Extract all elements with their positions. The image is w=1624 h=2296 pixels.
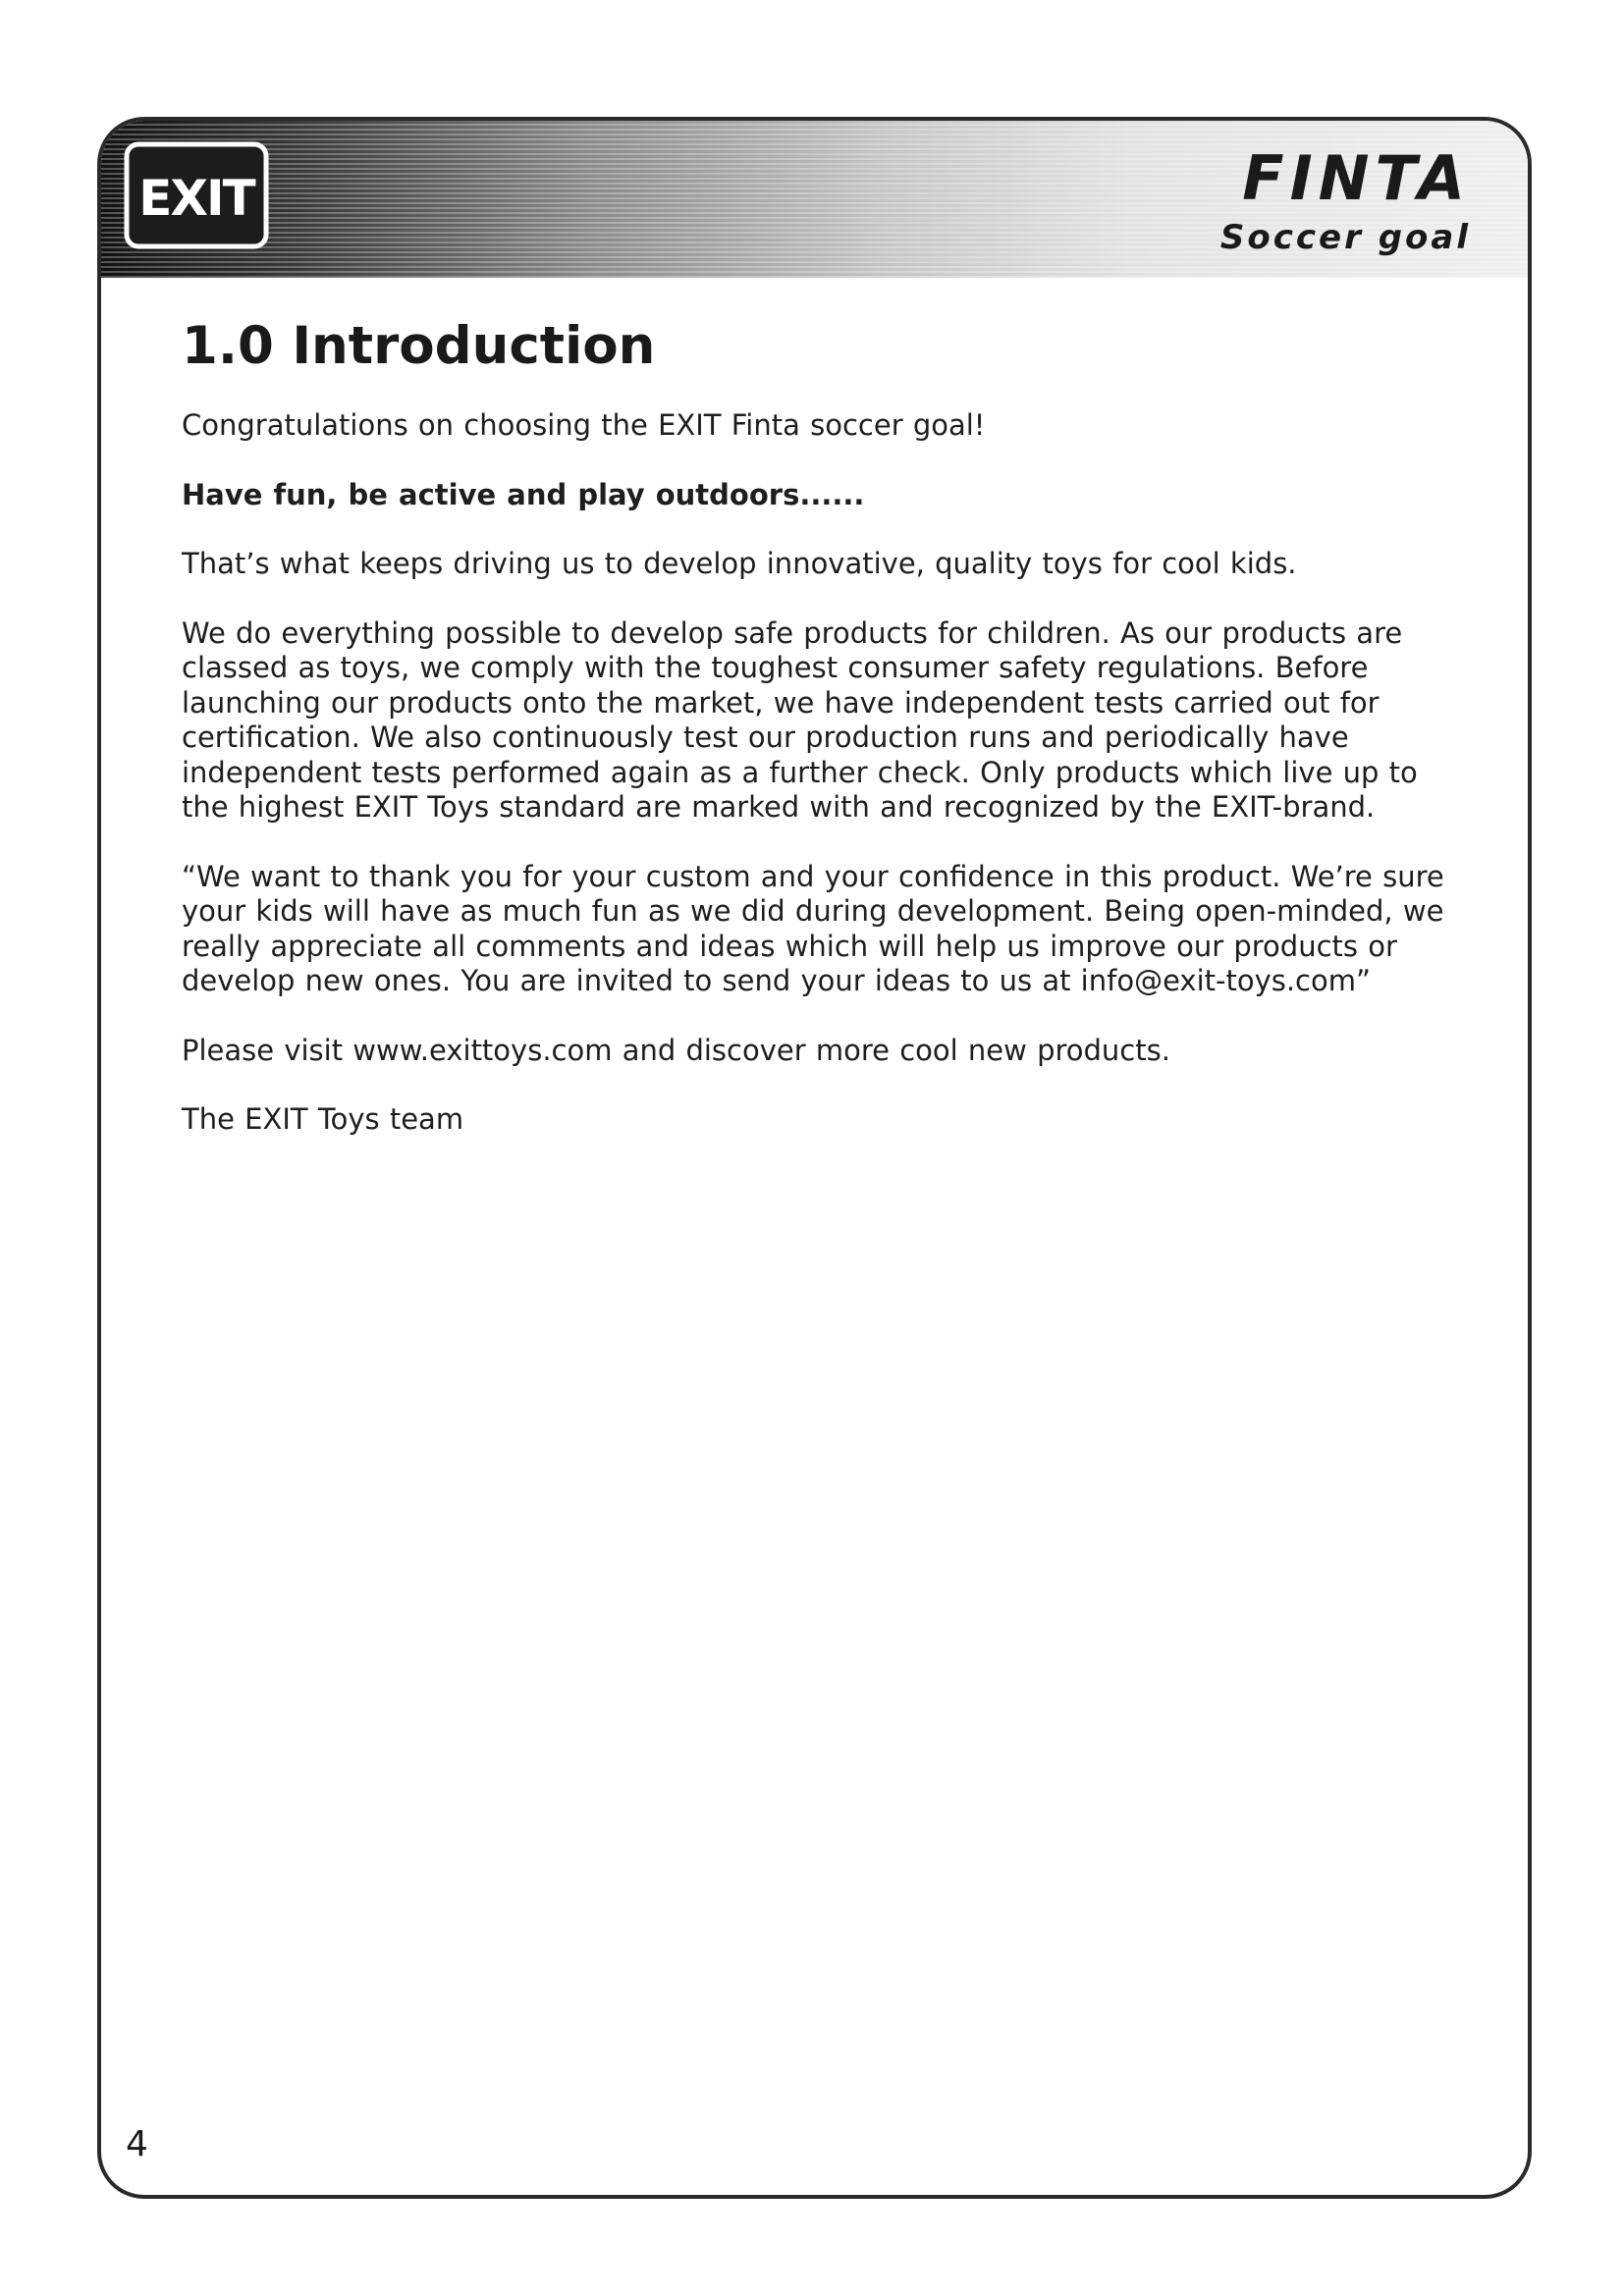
paragraph-signature: The EXIT Toys team bbox=[182, 1102, 464, 1136]
finta-brand-logo bbox=[1147, 142, 1481, 260]
svg-text:FINTA: FINTA bbox=[1242, 142, 1471, 214]
svg-text:EXIT: EXIT bbox=[138, 170, 254, 227]
paragraph-motivation: That’s what keeps driving us to develop innovative, quality toys for cool kids. bbox=[182, 547, 1297, 580]
paragraph-visit: Please visit www.exittoys.com and discover more cool new products. bbox=[182, 1033, 1170, 1067]
paragraph-tagline: Have fun, be active and play outdoors...... bbox=[182, 477, 865, 511]
paragraph-congratulations: Congratulations on choosing the EXIT Finta soccer goal! bbox=[182, 408, 986, 442]
header-band bbox=[101, 121, 1528, 278]
paragraph-thanks: “We want to thank you for your custom and your confidence in this product. We’re sure your kids will have as much fun as we did during development. Being open-minded, we really appreciate all comments and ideas which will help us improve our products or develop new ones. You are invited to send your ideas to us at info@exit-toys.com” bbox=[182, 859, 1444, 997]
exit-logo bbox=[123, 140, 270, 250]
intro-section bbox=[182, 314, 1458, 1138]
svg-text:Soccer goal: Soccer goal bbox=[1219, 218, 1471, 257]
page-number: 4 bbox=[126, 2124, 148, 2164]
paragraph-safety: We do everything possible to develop safe products for children. As our products are classed as toys, we comply with the toughest consumer safety regulations. Before launching our products onto the market, we have independent tests carried out for certification. We also continuously test our production runs and periodically have independent tests performed again as a further check. Only products which live up to the highest EXIT Toys standard are marked with and recognized by the EXIT-brand. bbox=[182, 615, 1418, 824]
section-title: 1.0 Introduction bbox=[182, 316, 656, 376]
